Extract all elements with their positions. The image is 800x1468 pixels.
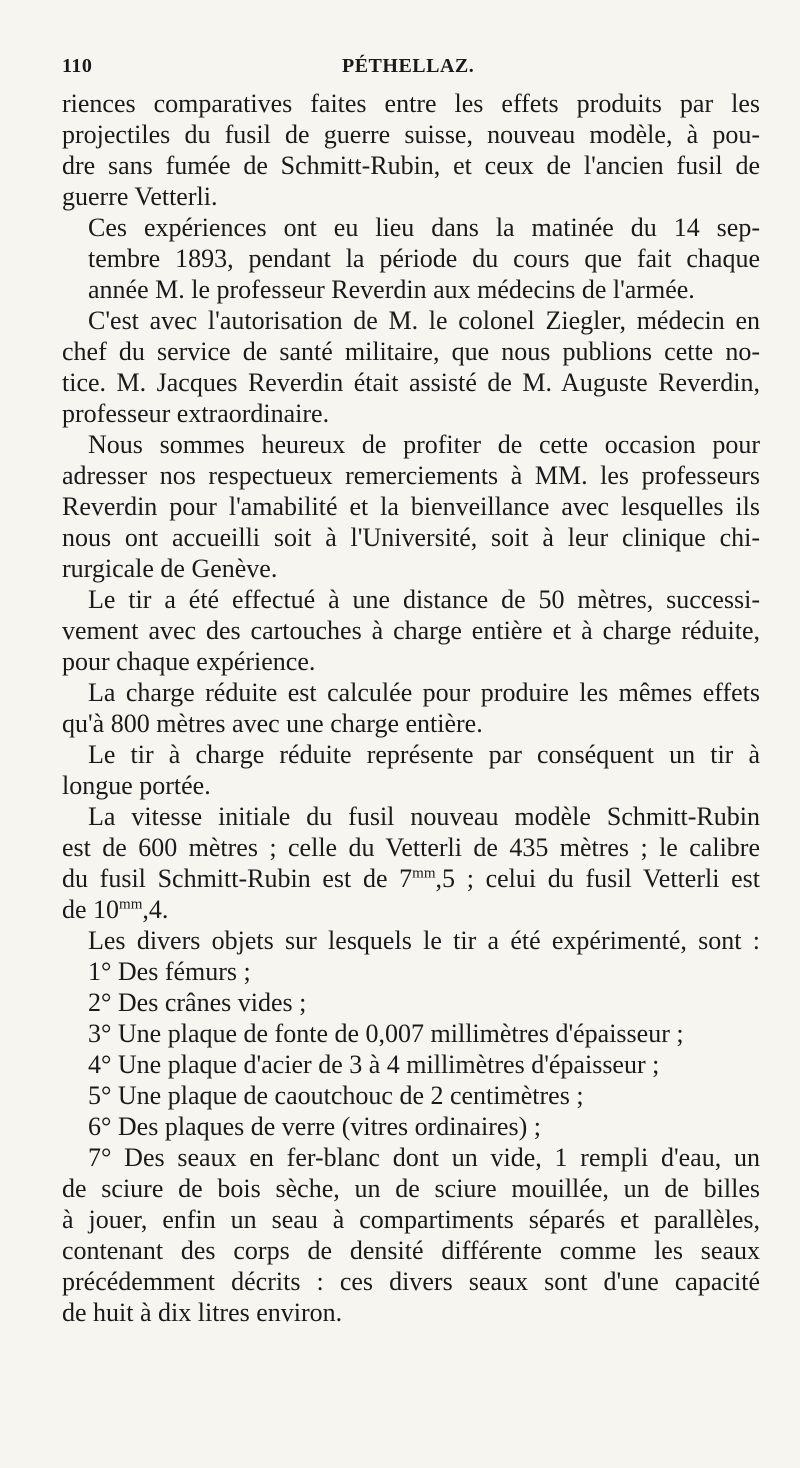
text-line: Le tir a été effectué à une distance de 50 mètres, successi- [88,585,760,614]
text-segment: de 10 [62,895,120,924]
text-line: Le tir à charge réduite représente par conséquent un tir à [88,740,760,769]
text-line [62,894,760,925]
list-item: 6° Des plaques de verre (vitres ordinaires) ; [88,1112,541,1141]
text-line: Reverdin pour l'amabilité et la bienveillance avec lesquelles ils [62,492,760,521]
text-line: pour chaque expérience. [62,647,316,676]
text-segment: du fusil Schmitt-Rubin est de 7 [62,864,413,893]
text-line: vement avec des cartouches à charge entière et à charge réduite, [62,616,760,645]
text-line: Nous sommes heureux de profiter de cette occasion pour [88,430,760,459]
paragraph [62,212,760,305]
text-line: adresser nos respectueux remerciements à MM. les professeurs [62,461,760,490]
text-line: La charge réduite est calculée pour produire les mêmes effets [88,678,760,707]
text-line: tembre 1893, pendant la période du cours que fait chaque [88,244,760,273]
paragraph [62,739,760,801]
text-line: de huit à dix litres environ. [62,1298,343,1327]
text-segment: ,5 ; celui du fusil Vetterli est [435,864,761,893]
velocity-paragraph [62,801,760,925]
text-line: La vitesse initiale du fusil nouveau modèle Schmitt-Rubin [88,802,760,831]
text-line: année M. le professeur Reverdin aux médecins de l'armée. [88,275,695,304]
list-item: 4° Une plaque d'acier de 3 à 4 millimètres d'épaisseur ; [88,1050,660,1079]
running-title: PÉTHELLAZ. [342,55,475,77]
text-line: projectiles du fusil de guerre suisse, nouveau modèle, à pou- [62,120,760,149]
text-line: C'est avec l'autorisation de M. le colonel Ziegler, médecin en [88,306,760,335]
list-item: 2° Des crânes vides ; [88,988,307,1017]
text-line: contenant des corps de densité différente comme les seaux [62,1236,760,1265]
text-line: à jouer, enfin un seau à compartiments séparés et parallèles, [62,1205,760,1234]
text-segment: ,4. [142,895,169,924]
text-line: guerre Vetterli. [62,182,218,211]
text-line: longue portée. [62,771,211,800]
text-line: dre sans fumée de Schmitt-Rubin, et ceux de l'ancien fusil de [62,151,760,180]
list-item: 5° Une plaque de caoutchouc de 2 centimètres ; [88,1081,584,1110]
text-line: professeur extraordinaire. [62,399,330,428]
text-line: Ces expériences ont eu lieu dans la matinée du 14 sep- [88,213,760,242]
text-line: précédemment décrits : ces divers seaux sont d'une capacité [62,1267,760,1296]
text-line: est de 600 mètres ; celle du Vetterli de 435 mètres ; le calibre [62,833,760,862]
text-line: Les divers objets sur lesquels le tir a été expérimenté, sont : [88,926,760,955]
text-line: qu'à 800 mètres avec une charge entière. [62,709,483,738]
paragraph [62,88,760,212]
list-item-last [62,1142,760,1328]
paragraph [62,677,760,739]
page-body [62,88,760,1328]
text-line: tice. M. Jacques Reverdin était assisté de M. Auguste Reverdin, [62,368,760,397]
unit-superscript: mm [119,896,143,913]
text-line: 7° Des seaux en fer-blanc dont un vide, 1 rempli d'eau, un [88,1143,760,1172]
list-item: 3° Une plaque de fonte de 0,007 millimètres d'épaisseur ; [88,1019,684,1048]
unit-superscript: mm [412,865,436,882]
paragraph [62,305,760,429]
page-header [62,55,760,78]
list-item: 1° Des fémurs ; [88,957,251,986]
page-number: 110 [62,55,93,77]
text-line [62,863,760,894]
paragraph [62,584,760,677]
paragraph [62,429,760,584]
text-line: nous ont accueilli soit à l'Université, soit à leur clinique chi- [62,523,760,552]
text-line: riences comparatives faites entre les effets produits par les [62,89,760,118]
list-intro [62,925,760,956]
text-line: rurgicale de Genève. [62,554,278,583]
text-line: de sciure de bois sèche, un de sciure mouillée, un de billes [62,1174,760,1203]
text-line: chef du service de santé militaire, que nous publions cette no- [62,337,760,366]
